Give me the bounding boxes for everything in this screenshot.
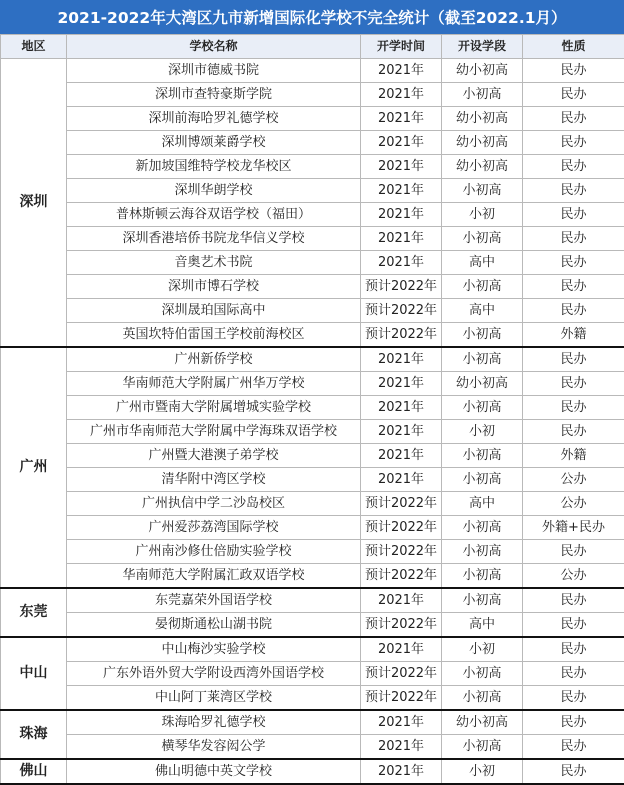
header-row xyxy=(1,35,624,59)
header-stages: 开设学段 xyxy=(442,35,523,59)
table-row xyxy=(1,492,624,516)
table-row xyxy=(1,155,624,179)
nature-cell: 公办 xyxy=(523,468,624,492)
table-row xyxy=(1,613,624,638)
open-time-cell: 2021年 xyxy=(361,203,442,227)
open-time-cell: 2021年 xyxy=(361,107,442,131)
table-row xyxy=(1,179,624,203)
stage-cell: 小初高 xyxy=(442,686,523,711)
stage-cell: 高中 xyxy=(442,613,523,638)
school-name-cell: 广州暨大港澳子弟学校 xyxy=(67,444,361,468)
school-name-cell: 新加坡国维特学校龙华校区 xyxy=(67,155,361,179)
open-time-cell: 2021年 xyxy=(361,59,442,83)
nature-cell: 民办 xyxy=(523,710,624,735)
school-name-cell: 广东外语外贸大学附设西湾外国语学校 xyxy=(67,662,361,686)
school-name-cell: 深圳博颂莱爵学校 xyxy=(67,131,361,155)
stage-cell: 小初高 xyxy=(442,275,523,299)
school-name-cell: 深圳市博石学校 xyxy=(67,275,361,299)
open-time-cell: 2021年 xyxy=(361,155,442,179)
stage-cell: 小初高 xyxy=(442,540,523,564)
nature-cell: 民办 xyxy=(523,396,624,420)
open-time-cell: 预计2022年 xyxy=(361,299,442,323)
open-time-cell: 预计2022年 xyxy=(361,662,442,686)
school-name-cell: 英国坎特伯雷国王学校前海校区 xyxy=(67,323,361,348)
open-time-cell: 预计2022年 xyxy=(361,564,442,589)
school-name-cell: 广州市暨南大学附属增城实验学校 xyxy=(67,396,361,420)
stage-cell: 小初高 xyxy=(442,347,523,372)
nature-cell: 外籍 xyxy=(523,444,624,468)
open-time-cell: 2021年 xyxy=(361,251,442,275)
nature-cell: 民办 xyxy=(523,613,624,638)
nature-cell: 民办 xyxy=(523,637,624,662)
school-name-cell: 晏彻斯通松山湖书院 xyxy=(67,613,361,638)
school-name-cell: 珠海哈罗礼德学校 xyxy=(67,710,361,735)
nature-cell: 民办 xyxy=(523,662,624,686)
school-name-cell: 东莞嘉荣外国语学校 xyxy=(67,588,361,613)
table-row xyxy=(1,468,624,492)
region-cell: 广州 xyxy=(1,347,67,588)
school-name-cell: 广州执信中学二沙岛校区 xyxy=(67,492,361,516)
open-time-cell: 2021年 xyxy=(361,588,442,613)
stage-cell: 小初 xyxy=(442,637,523,662)
stage-cell: 幼小初高 xyxy=(442,59,523,83)
school-name-cell: 中山梅沙实验学校 xyxy=(67,637,361,662)
stage-cell: 幼小初高 xyxy=(442,155,523,179)
table-row xyxy=(1,347,624,372)
open-time-cell: 2021年 xyxy=(361,420,442,444)
nature-cell: 民办 xyxy=(523,420,624,444)
table-row xyxy=(1,564,624,589)
nature-cell: 民办 xyxy=(523,372,624,396)
open-time-cell: 预计2022年 xyxy=(361,492,442,516)
table-row xyxy=(1,686,624,711)
stage-cell: 小初高 xyxy=(442,564,523,589)
table-row xyxy=(1,516,624,540)
school-name-cell: 广州南沙修仕倍励实验学校 xyxy=(67,540,361,564)
table-row xyxy=(1,299,624,323)
stage-cell: 幼小初高 xyxy=(442,131,523,155)
header-school: 学校名称 xyxy=(67,35,361,59)
stage-cell: 小初高 xyxy=(442,468,523,492)
school-name-cell: 深圳香港培侨书院龙华信义学校 xyxy=(67,227,361,251)
open-time-cell: 2021年 xyxy=(361,444,442,468)
stage-cell: 小初 xyxy=(442,420,523,444)
stage-cell: 幼小初高 xyxy=(442,372,523,396)
table-row xyxy=(1,540,624,564)
open-time-cell: 2021年 xyxy=(361,637,442,662)
school-name-cell: 中山阿丁莱湾区学校 xyxy=(67,686,361,711)
school-name-cell: 横琴华发容闳公学 xyxy=(67,735,361,760)
school-name-cell: 深圳华朗学校 xyxy=(67,179,361,203)
nature-cell: 民办 xyxy=(523,275,624,299)
stage-cell: 小初高 xyxy=(442,516,523,540)
stage-cell: 小初 xyxy=(442,759,523,784)
table-body xyxy=(1,59,624,785)
nature-cell: 民办 xyxy=(523,203,624,227)
stage-cell: 幼小初高 xyxy=(442,710,523,735)
region-cell: 佛山 xyxy=(1,759,67,784)
school-name-cell: 广州爱莎荔湾国际学校 xyxy=(67,516,361,540)
nature-cell: 民办 xyxy=(523,540,624,564)
open-time-cell: 2021年 xyxy=(361,468,442,492)
stage-cell: 小初 xyxy=(442,203,523,227)
stage-cell: 高中 xyxy=(442,492,523,516)
school-name-cell: 音奥艺术书院 xyxy=(67,251,361,275)
table-row xyxy=(1,396,624,420)
open-time-cell: 预计2022年 xyxy=(361,516,442,540)
stage-cell: 小初高 xyxy=(442,735,523,760)
stage-cell: 小初高 xyxy=(442,444,523,468)
open-time-cell: 2021年 xyxy=(361,372,442,396)
nature-cell: 公办 xyxy=(523,492,624,516)
schools-table xyxy=(0,34,624,785)
stage-cell: 幼小初高 xyxy=(442,107,523,131)
table-row xyxy=(1,735,624,760)
table-row xyxy=(1,444,624,468)
stage-cell: 小初高 xyxy=(442,662,523,686)
table-row xyxy=(1,637,624,662)
school-name-cell: 深圳晟珀国际高中 xyxy=(67,299,361,323)
nature-cell: 民办 xyxy=(523,299,624,323)
region-cell: 东莞 xyxy=(1,588,67,637)
table-row xyxy=(1,59,624,83)
table-title: 2021-2022年大湾区九市新增国际化学校不完全统计（截至2022.1月） xyxy=(0,0,624,34)
table-row xyxy=(1,759,624,784)
stage-cell: 小初高 xyxy=(442,83,523,107)
table-row xyxy=(1,323,624,348)
nature-cell: 民办 xyxy=(523,155,624,179)
stage-cell: 小初高 xyxy=(442,227,523,251)
school-name-cell: 华南师范大学附属汇政双语学校 xyxy=(67,564,361,589)
open-time-cell: 2021年 xyxy=(361,179,442,203)
header-nature: 性质 xyxy=(523,35,624,59)
school-name-cell: 佛山明德中英文学校 xyxy=(67,759,361,784)
open-time-cell: 2021年 xyxy=(361,83,442,107)
nature-cell: 外籍 xyxy=(523,323,624,348)
open-time-cell: 预计2022年 xyxy=(361,613,442,638)
school-name-cell: 清华附中湾区学校 xyxy=(67,468,361,492)
nature-cell: 民办 xyxy=(523,59,624,83)
table-row xyxy=(1,131,624,155)
open-time-cell: 预计2022年 xyxy=(361,323,442,348)
nature-cell: 民办 xyxy=(523,686,624,711)
school-name-cell: 深圳市查特豪斯学院 xyxy=(67,83,361,107)
stage-cell: 小初高 xyxy=(442,179,523,203)
nature-cell: 民办 xyxy=(523,227,624,251)
table-row xyxy=(1,203,624,227)
table-row xyxy=(1,107,624,131)
open-time-cell: 2021年 xyxy=(361,759,442,784)
table-row xyxy=(1,251,624,275)
region-cell: 中山 xyxy=(1,637,67,710)
nature-cell: 民办 xyxy=(523,759,624,784)
table-row xyxy=(1,588,624,613)
table-row xyxy=(1,420,624,444)
region-cell: 珠海 xyxy=(1,710,67,759)
region-cell: 深圳 xyxy=(1,59,67,348)
header-region: 地区 xyxy=(1,35,67,59)
stage-cell: 小初高 xyxy=(442,396,523,420)
nature-cell: 民办 xyxy=(523,347,624,372)
school-name-cell: 深圳市德威书院 xyxy=(67,59,361,83)
open-time-cell: 2021年 xyxy=(361,396,442,420)
stage-cell: 高中 xyxy=(442,251,523,275)
table-row xyxy=(1,710,624,735)
table-row xyxy=(1,227,624,251)
school-name-cell: 深圳前海哈罗礼德学校 xyxy=(67,107,361,131)
open-time-cell: 预计2022年 xyxy=(361,540,442,564)
table-row xyxy=(1,275,624,299)
open-time-cell: 预计2022年 xyxy=(361,275,442,299)
open-time-cell: 预计2022年 xyxy=(361,686,442,711)
school-name-cell: 广州市华南师范大学附属中学海珠双语学校 xyxy=(67,420,361,444)
table-row xyxy=(1,372,624,396)
stage-cell: 高中 xyxy=(442,299,523,323)
school-name-cell: 广州新侨学校 xyxy=(67,347,361,372)
table-row xyxy=(1,83,624,107)
table-row xyxy=(1,662,624,686)
stage-cell: 小初高 xyxy=(442,588,523,613)
nature-cell: 外籍+民办 xyxy=(523,516,624,540)
nature-cell: 民办 xyxy=(523,251,624,275)
school-name-cell: 普林斯顿云海谷双语学校（福田） xyxy=(67,203,361,227)
open-time-cell: 2021年 xyxy=(361,131,442,155)
nature-cell: 民办 xyxy=(523,83,624,107)
open-time-cell: 2021年 xyxy=(361,735,442,760)
stage-cell: 小初高 xyxy=(442,323,523,348)
nature-cell: 民办 xyxy=(523,179,624,203)
header-open-time: 开学时间 xyxy=(361,35,442,59)
nature-cell: 民办 xyxy=(523,131,624,155)
open-time-cell: 2021年 xyxy=(361,710,442,735)
school-name-cell: 华南师范大学附属广州华万学校 xyxy=(67,372,361,396)
nature-cell: 民办 xyxy=(523,107,624,131)
open-time-cell: 2021年 xyxy=(361,347,442,372)
nature-cell: 民办 xyxy=(523,588,624,613)
nature-cell: 公办 xyxy=(523,564,624,589)
nature-cell: 民办 xyxy=(523,735,624,760)
open-time-cell: 2021年 xyxy=(361,227,442,251)
